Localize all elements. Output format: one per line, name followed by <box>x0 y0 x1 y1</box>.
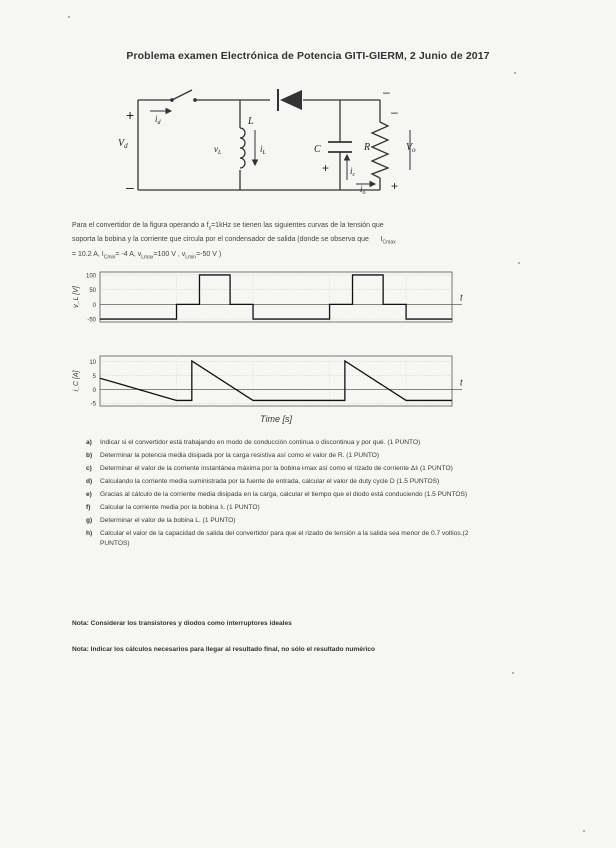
note-ideal-switches: Nota: Considerar los transistores y diodos como interruptores ideales <box>72 620 292 627</box>
y-tick-label: 100 <box>85 273 96 280</box>
question-letter: f) <box>86 504 91 511</box>
question-letter: h) <box>86 530 93 537</box>
capacitor-label: C <box>314 144 321 155</box>
il-sub: L <box>262 150 266 156</box>
question-letter: e) <box>86 491 92 498</box>
x-axis-label: Time [s] <box>260 414 292 424</box>
vd-sub: d <box>124 142 128 150</box>
svg-text:ic <box>350 166 356 178</box>
vd-label: V <box>118 138 125 149</box>
question-item <box>72 503 472 513</box>
question-text: Determinar el valor de la bobina L. (1 PUNTO) <box>100 517 236 524</box>
scan-dot <box>518 262 520 264</box>
question-text: Gracias al cálculo de la corriente media disipada en la carga, calcular el tiempo que el diodo está conduciendo (1.5 PUNTOS) <box>100 491 468 498</box>
y-tick-label: -5 <box>90 401 96 408</box>
vo-sub: o <box>412 146 416 154</box>
y-tick-label: 10 <box>89 360 96 367</box>
question-text: Indicar si el convertidor está trabajando en modo de conducción continua o discontinua y por qué. (1 PUNTO) <box>100 439 421 446</box>
y-tick-label: 0 <box>92 302 96 309</box>
question-item <box>72 490 472 500</box>
question-item <box>72 438 472 448</box>
ic-label: i <box>350 166 353 176</box>
vd-plus-sign: + <box>126 107 135 123</box>
svg-text:Vo <box>406 142 416 154</box>
question-list <box>72 438 472 552</box>
id-sub: d <box>157 120 161 126</box>
question-letter: b) <box>86 452 93 459</box>
y-tick-label: 5 <box>92 373 96 380</box>
vo-minus-sign: – <box>391 105 398 119</box>
io-sub: o <box>362 190 366 196</box>
question-text: Calcular el valor de la capacidad de salida del convertidor para que el rizado de tensión a la salida sea menor de 0.7 voltios.(2 PUNTOS) <box>100 530 469 547</box>
note-calculations: Nota: Indicar los cálculos necesarios para llegar al resultado final, no sólo el resultado numérico <box>72 646 376 653</box>
time-axis-label: t <box>460 292 463 303</box>
y-tick-label: 0 <box>92 387 96 394</box>
question-text: Calcular la corriente media por la bobina Iₗ. (1 PUNTO) <box>100 504 260 511</box>
question-item <box>72 477 472 487</box>
question-item <box>72 529 472 549</box>
vo-minus-top: – <box>383 85 390 99</box>
question-letter: d) <box>86 478 93 485</box>
question-text: Determinar el valor de la corriente instantánea máxima por la bobina iₗmax así como el rizado de corriente ΔIₗ (1 PUNTO) <box>100 465 453 472</box>
svg-text:io <box>360 184 366 196</box>
io-label: i <box>360 184 363 194</box>
svg-text:vL <box>214 144 222 156</box>
question-text: Determinar la potencia media disipada por la carga resistiva así como el valor de R. (1 PUNTO) <box>100 452 380 459</box>
svg-text:id <box>155 114 162 126</box>
time-axis-label: t <box>460 377 463 388</box>
id-label: i <box>155 114 158 124</box>
vl-label: v <box>214 144 218 154</box>
scan-dot <box>583 830 585 832</box>
question-letter: g) <box>86 517 93 524</box>
y-axis-label: i_C [A] <box>73 370 80 392</box>
page-title: Problema examen Electrónica de Potencia GITI-GIERM, 2 Junio de 2017 <box>126 50 490 62</box>
capacitor-symbol <box>328 142 352 152</box>
question-item <box>72 516 472 526</box>
scan-dot <box>512 672 514 674</box>
svg-text:iL <box>260 144 267 156</box>
question-text: Calculando la corriente media suministrada por la fuente de entrada, calcular el valor de duty cycle D (1.5 PUNTOS) <box>100 478 440 485</box>
diode-symbol <box>278 89 302 111</box>
ic-sub: c <box>352 172 356 178</box>
question-letter: c) <box>86 465 92 472</box>
scan-dot <box>68 16 70 18</box>
vo-label: V <box>406 142 413 153</box>
y-tick-label: 50 <box>89 288 96 295</box>
inductor-coil <box>240 128 245 168</box>
vd-minus-sign: – <box>126 179 134 195</box>
resistor-zigzag <box>372 122 388 178</box>
question-item <box>72 451 472 461</box>
capacitor-plus-sign: + <box>322 161 330 175</box>
question-item <box>72 464 472 474</box>
svg-text:Vd <box>118 138 128 150</box>
il-label: i <box>260 144 263 154</box>
problem-intro: Para el convertidor de la figura operando a $f_s=1kHz$ se tienen las siguientes curvas de la tensión que soporta la bobina y la corriente que circula por el condensador de salida (donde se observa que $I_{Cmax}$ = 10.2 A, $I_{Cmin}= -4$ A, $v_{Lmax}=100$ V , $v_{Lmin}=-50$ V ) <box>72 222 396 261</box>
resistor-label: R <box>364 142 371 153</box>
inductor-label: L <box>248 116 254 127</box>
scan-dot <box>514 72 516 74</box>
vo-plus-sign: + <box>391 179 399 193</box>
question-letter: a) <box>86 439 92 446</box>
vl-sub: L <box>218 150 222 156</box>
switch-symbol <box>171 90 196 101</box>
y-axis-label: v_L [V] <box>73 286 80 308</box>
y-tick-label: -50 <box>87 317 96 324</box>
